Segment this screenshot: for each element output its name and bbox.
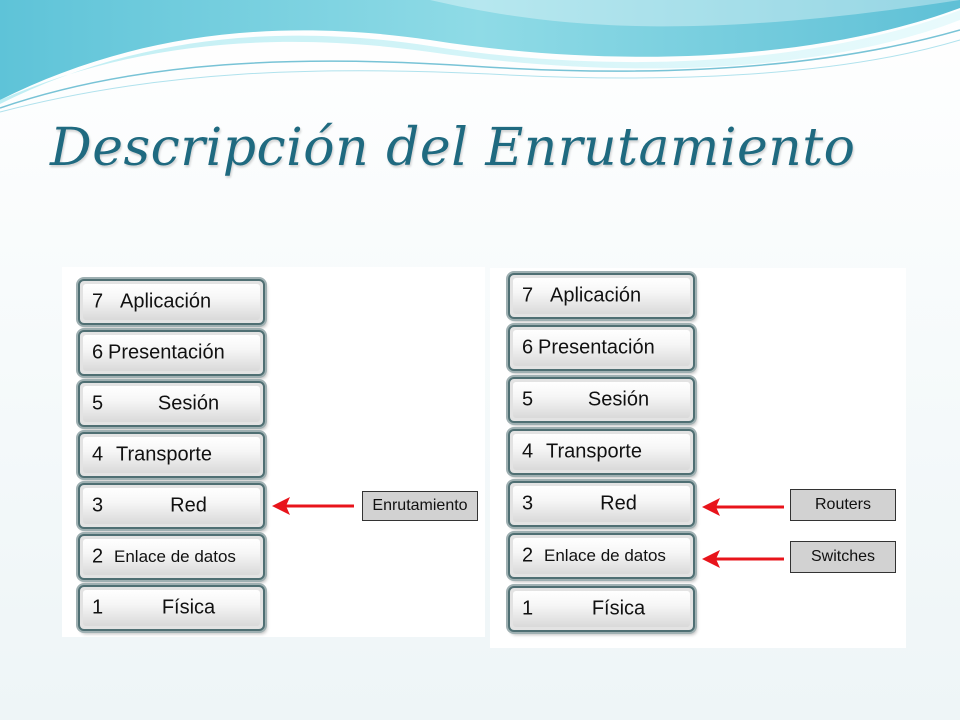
layer-name: Red xyxy=(170,494,207,517)
layer-name: Física xyxy=(161,596,216,619)
layer-number: 5 xyxy=(522,388,534,411)
right-layer-5 xyxy=(508,377,695,423)
right-osi-diagram xyxy=(490,268,906,648)
arrow-left-icon xyxy=(270,494,356,518)
layer-number: 6 xyxy=(92,341,104,364)
layer-name: Enlace de datos xyxy=(114,547,236,566)
layer-number: 5 xyxy=(92,392,104,415)
layer-number: 6 xyxy=(522,336,534,359)
layer-name: Aplicación xyxy=(120,290,212,313)
layer-number: 7 xyxy=(92,290,104,313)
decorative-waves xyxy=(0,0,960,120)
layer-name: Aplicación xyxy=(550,284,642,307)
layer-number: 2 xyxy=(92,545,104,568)
slide-title: Descripción del Enrutamiento xyxy=(50,118,856,178)
layer-name: Presentación xyxy=(108,341,225,364)
left-osi-diagram xyxy=(62,267,485,637)
right-layer-4 xyxy=(508,429,695,475)
layer-name: Sesión xyxy=(587,388,650,411)
right-layer-6 xyxy=(508,325,695,371)
left-layer-3 xyxy=(78,483,265,529)
layer-name: Presentación xyxy=(538,336,655,359)
left-layer-5 xyxy=(78,381,265,427)
layer-number: 4 xyxy=(522,440,534,463)
annotation-enrutamiento: Enrutamiento xyxy=(362,491,478,521)
layer-number: 1 xyxy=(92,596,104,619)
right-layer-3 xyxy=(508,481,695,527)
layer-name: Enlace de datos xyxy=(544,546,666,565)
layer-name: Red xyxy=(600,492,637,515)
right-layer-7 xyxy=(508,273,695,319)
arrow-left-icon xyxy=(700,547,786,571)
layer-number: 1 xyxy=(522,597,534,620)
layer-number: 3 xyxy=(92,494,104,517)
layer-number: 7 xyxy=(522,284,534,307)
left-layer-2 xyxy=(78,534,265,580)
layer-name: Sesión xyxy=(157,392,220,415)
arrow-left-icon xyxy=(700,495,786,519)
annotation-routers: Routers xyxy=(790,489,896,521)
left-layer-7 xyxy=(78,279,265,325)
left-layer-6 xyxy=(78,330,265,376)
layer-number: 2 xyxy=(522,544,534,567)
layer-name: Transporte xyxy=(546,440,642,463)
left-layer-1 xyxy=(78,585,265,631)
annotation-switches: Switches xyxy=(790,541,896,573)
layer-name: Física xyxy=(591,597,646,620)
layer-number: 3 xyxy=(522,492,534,515)
left-layer-4 xyxy=(78,432,265,478)
right-layer-1 xyxy=(508,586,695,632)
layer-number: 4 xyxy=(92,443,104,466)
right-layer-2 xyxy=(508,533,695,579)
layer-name: Transporte xyxy=(116,443,212,466)
